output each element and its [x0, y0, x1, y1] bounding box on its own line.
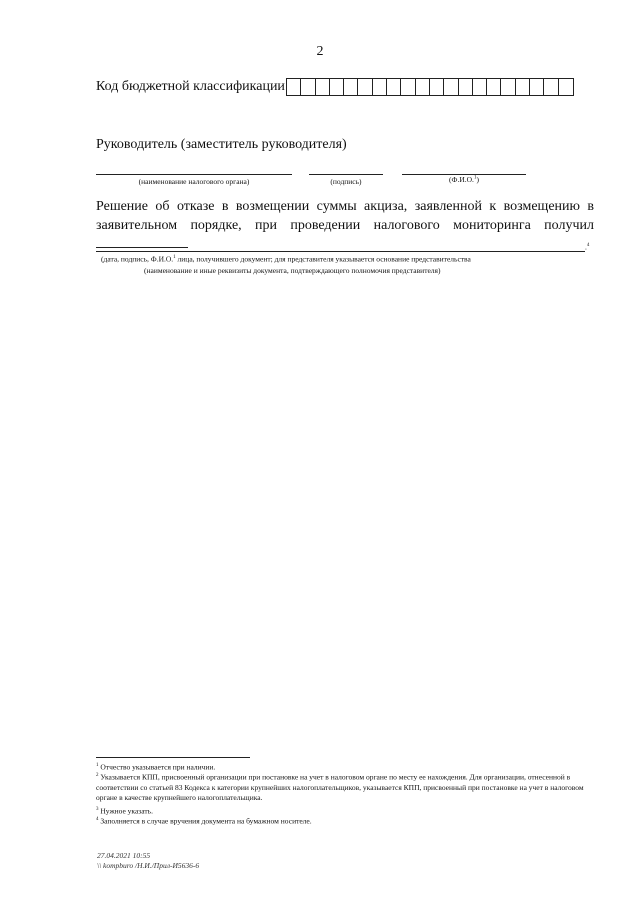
- kbk-code-cell: [287, 79, 301, 95]
- signature-caption-text: (подпись): [330, 177, 362, 186]
- kbk-code-cell: [416, 79, 430, 95]
- kbk-code-cell: [459, 79, 473, 95]
- kbk-code-cell: [358, 79, 372, 95]
- footnote-2-num: 2: [96, 773, 99, 778]
- footnote-rule: [96, 757, 250, 758]
- receiver-caption: [101, 252, 581, 276]
- print-stamp-datetime: 27.04.2021 10:55: [97, 851, 151, 860]
- kbk-code-cell: [430, 79, 444, 95]
- receiver-line-dot: .: [585, 242, 587, 252]
- kbk-label: Код бюджетной классификации: [96, 79, 285, 94]
- kbk-code-cell: [344, 79, 358, 95]
- kbk-code-grid: [286, 78, 574, 96]
- kbk-code-cell: [301, 79, 315, 95]
- kbk-code-cell: [444, 79, 458, 95]
- kbk-code-cell: [316, 79, 330, 95]
- fio-caption-text: (Ф.И.О.: [449, 175, 474, 184]
- receiver-caption-line-2: (наименование и иные реквизиты документа, подтверждающего полномочия представителя): [144, 265, 441, 275]
- print-stamp-path: \\ kompburo /Н.И./Прил-И5636-6: [97, 861, 200, 870]
- footnote-4-num: 4: [96, 817, 99, 822]
- receiver-line-sup: 4: [586, 243, 590, 248]
- organ-caption-text: (наименование налогового органа): [138, 177, 250, 186]
- fio-caption-sup: 1: [473, 175, 477, 181]
- footnote-1-text: Отчество указывается при наличии.: [98, 762, 216, 772]
- receiver-caption-line-1: [101, 252, 581, 265]
- footnote-4-text: Заполняется в случае вручения документа на бумажном носителе.: [98, 816, 312, 826]
- receiver-caption-1a: (дата, подпись, Ф.И.О.: [101, 254, 174, 264]
- signature-caption: [309, 177, 383, 186]
- head-title: Руководитель (заместитель руководителя): [96, 137, 347, 152]
- kbk-code-cell: [373, 79, 387, 95]
- receiver-caption-sup: 1: [173, 255, 176, 260]
- kbk-code-cell: [330, 79, 344, 95]
- decision-line-2: заявительном порядке, при проведении налогового мониторинга получил: [96, 218, 594, 233]
- footnote-2-text: Указывается КПП, присвоенный организации при постановке на учет в налоговом органе по месту ее нахождения. Для организации, отнесенной в соответствии со статьей 83 Кодекса к категории крупнейших налогоплательщиков, указывается КПП, присвоенный при постановке на учет в налоговом органе в качестве крупнейшего налогоплательщика.: [96, 772, 584, 802]
- fio-caption: [402, 175, 526, 184]
- kbk-code-cell: [559, 79, 573, 95]
- receiver-caption-1b: лица, получившего документ; для представителя указывается основание представительства: [175, 254, 471, 264]
- kbk-code-cell: [516, 79, 530, 95]
- receiver-fill-line: [96, 235, 188, 248]
- decision-line-1: Решение об отказе в возмещении суммы акциза, заявленной к возмещению в: [96, 199, 594, 214]
- fio-caption-close: ): [476, 175, 479, 184]
- signature-line: [309, 174, 383, 175]
- footnote-2: [96, 771, 596, 803]
- kbk-code-cell: [501, 79, 515, 95]
- decision-paragraph: [96, 197, 594, 254]
- kbk-code-cell: [530, 79, 544, 95]
- organ-line: [96, 174, 292, 175]
- kbk-code-cell: [473, 79, 487, 95]
- footnote-1-num: 1: [96, 763, 99, 768]
- footnote-3-text: Нужное указать.: [98, 806, 153, 816]
- footnote-3-num: 3: [96, 807, 99, 812]
- footnote-4: [96, 815, 596, 827]
- kbk-code-cell: [387, 79, 401, 95]
- organ-caption: [96, 177, 292, 186]
- page-number: 2: [316, 44, 324, 59]
- receiver-line-end: [585, 240, 589, 253]
- kbk-code-cell: [487, 79, 501, 95]
- kbk-code-cell: [544, 79, 558, 95]
- kbk-code-cell: [401, 79, 415, 95]
